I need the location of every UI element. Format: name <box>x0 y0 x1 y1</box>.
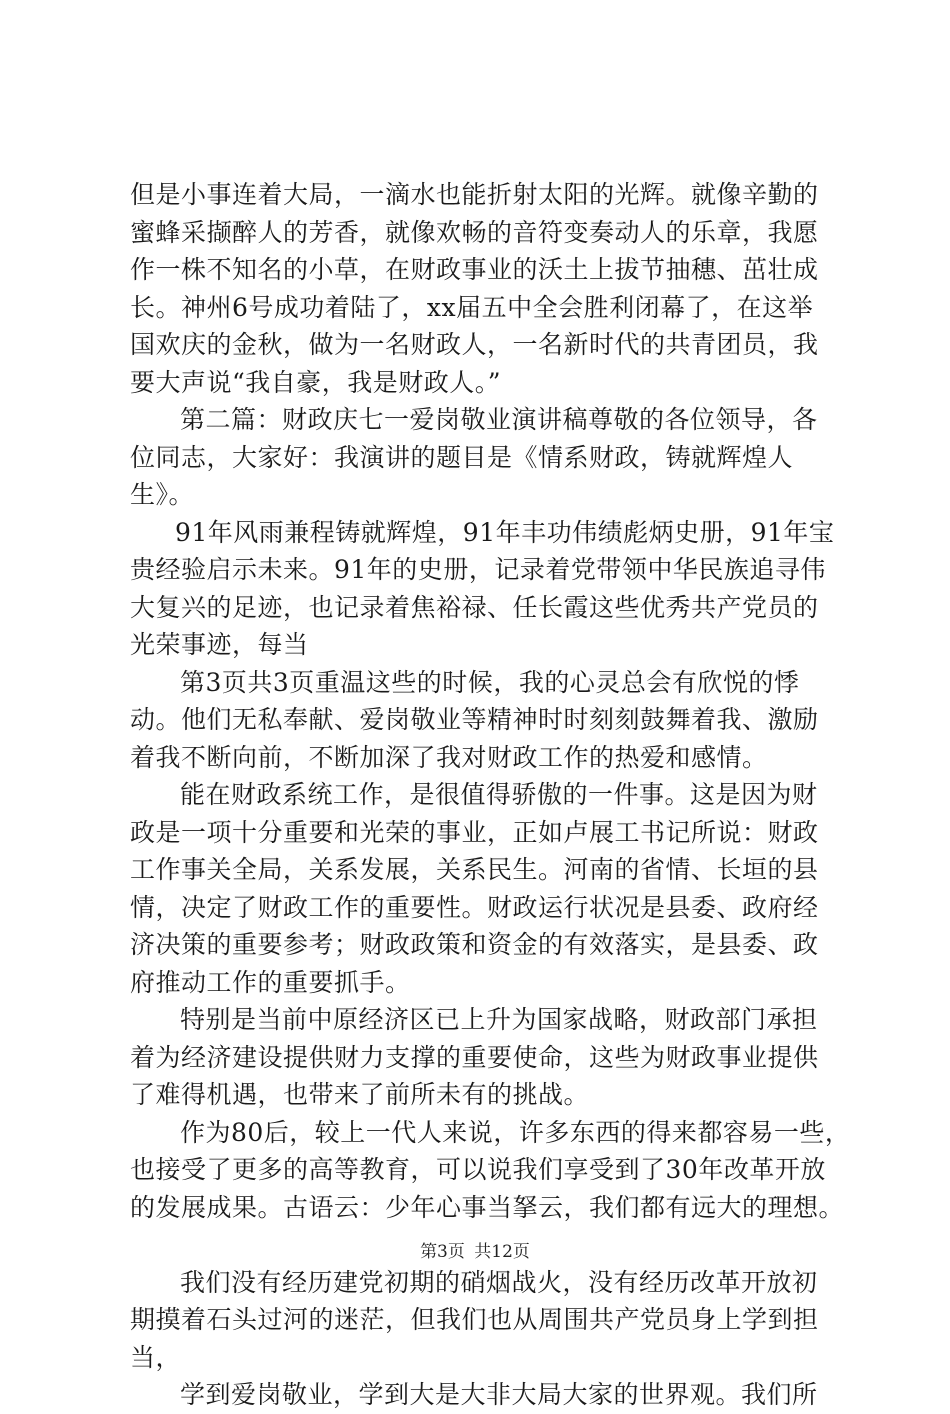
text-line: 第二篇：财政庆七一爱岗敬业演讲稿尊敬的各位领导，各 <box>180 405 818 434</box>
page-footer <box>0 1240 950 1264</box>
text-line: 学到爱岗敬业，学到大是大非大局大家的世界观。我们所 <box>180 1380 818 1409</box>
text-line: 位同志，大家好：我演讲的题目是《情系财政，铸就辉煌人 <box>130 442 794 472</box>
text-line: 情，决定了财政工作的重要性。财政运行状况是县委、政府经 <box>130 892 819 922</box>
text-line: 91年风雨兼程铸就辉煌，91年丰功伟绩彪炳史册，91年宝 <box>175 517 835 547</box>
text-line: 作为80后，较上一代人来说，许多东西的得来都容易一些， <box>180 1117 851 1147</box>
text-line: 我们没有经历建党初期的硝烟战火，没有经历改革开放初 <box>180 1267 818 1297</box>
text-line: 政是一项十分重要和光荣的事业，正如卢展工书记所说：财政 <box>130 817 819 847</box>
text-line: 要大声说“我自豪，我是财政人。” <box>130 367 502 397</box>
text-line: 了难得机遇，也带来了前所未有的挑战。 <box>130 1080 590 1109</box>
text-line: 着我不断向前，不断加深了我对财政工作的热爱和感情。 <box>130 742 768 772</box>
text-line: 国欢庆的金秋，做为一名财政人，一名新时代的共青团员，我 <box>130 330 819 359</box>
text-line: 特别是当前中原经济区已上升为国家战略，财政部门承担 <box>180 1005 818 1034</box>
text-line: 长。神州6号成功着陆了，xx届五中全会胜利闭幕了，在这举 <box>130 292 814 322</box>
text-line: 济决策的重要参考；财政政策和资金的有效落实，是县委、政 <box>130 930 819 959</box>
text-line: 期摸着石头过河的迷茫，但我们也从周围共产党员身上学到担 <box>130 1305 819 1334</box>
text-line: 但是小事连着大局，一滴水也能折射太阳的光辉。就像辛勤的 <box>130 180 819 209</box>
page-total: 共12页 <box>474 1242 530 1262</box>
text-line: 当， <box>130 1342 182 1372</box>
text-line: 贵经验启示未来。91年的史册，记录着党带领中华民族追寻伟 <box>130 555 826 584</box>
text-line: 工作事关全局，关系发展，关系民生。河南的省情、长垣的县 <box>130 855 819 884</box>
document-body <box>130 176 855 1414</box>
page-number: 第3页 <box>420 1242 465 1262</box>
text-line: 动。他们无私奉献、爱岗敬业等精神时时刻刻鼓舞着我、激励 <box>130 705 819 734</box>
text-line: 蜜蜂采撷醉人的芳香，就像欢畅的音符变奏动人的乐章，我愿 <box>130 217 819 247</box>
text-line: 光荣事迹，每当 <box>130 630 309 659</box>
text-line: 第3页共3页重温这些的时候，我的心灵总会有欣悦的悸 <box>180 667 800 697</box>
text-line: 能在财政系统工作，是很值得骄傲的一件事。这是因为财 <box>180 780 818 809</box>
text-line: 的发展成果。古语云：少年心事当拏云，我们都有远大的理想。 <box>130 1192 845 1222</box>
text-line: 府推动工作的重要抓手。 <box>130 967 411 997</box>
text-line: 着为经济建设提供财力支撑的重要使命，这些为财政事业提供 <box>130 1042 819 1072</box>
text-line: 也接受了更多的高等教育，可以说我们享受到了30年改革开放 <box>130 1155 826 1184</box>
text-line: 大复兴的足迹，也记录着焦裕禄、任长霞这些优秀共产党员的 <box>130 592 819 622</box>
text-line: 生》。 <box>130 480 195 509</box>
text-line: 作一株不知名的小草，在财政事业的沃土上拔节抽穗、茁壮成 <box>130 255 819 284</box>
